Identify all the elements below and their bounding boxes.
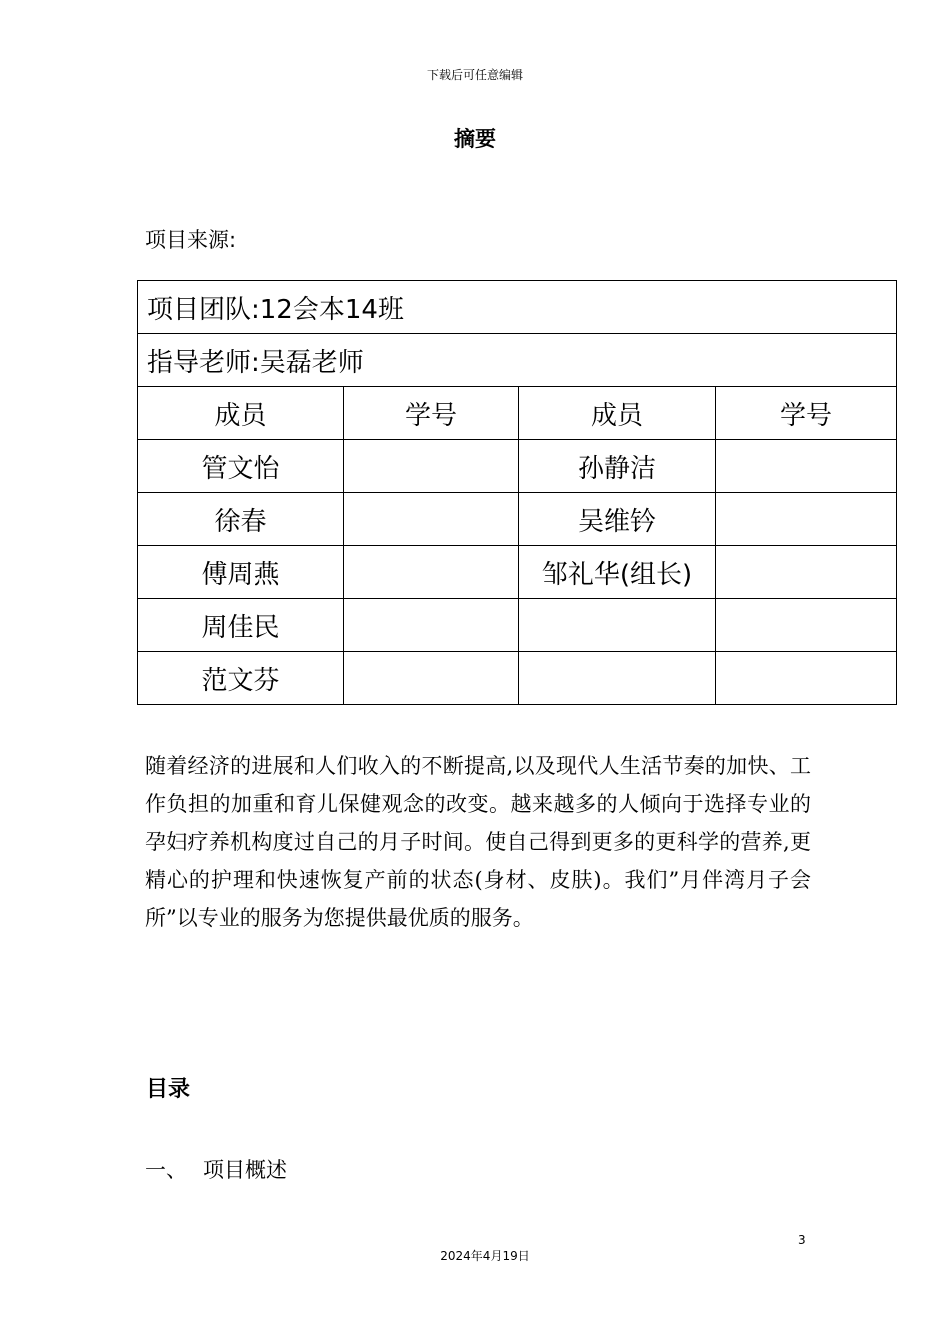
member-id [716, 546, 897, 599]
member-name: 周佳民 [138, 599, 344, 652]
source-label: 项目来源: [145, 228, 237, 252]
member-id [344, 440, 519, 493]
member-id [716, 652, 897, 705]
member-id [716, 493, 897, 546]
advisor-row [138, 334, 897, 387]
toc-item[interactable] [145, 1154, 287, 1184]
member-name: 管文怡 [138, 440, 344, 493]
table-row [138, 652, 897, 705]
member-name: 徐春 [138, 493, 344, 546]
member-id [716, 440, 897, 493]
member-id [344, 599, 519, 652]
member-name: 傅周燕 [138, 546, 344, 599]
toc-title: 目录 [146, 1077, 191, 1102]
member-id [716, 599, 897, 652]
member-name [519, 599, 716, 652]
summary-paragraph: 随着经济的进展和人们收入的不断提高,以及现代人生活节奏的加快、工作负担的加重和育儿保健观念的改变。越来越多的人倾向于选择专业的孕妇疗养机构度过自己的月子时间。使自己得到更多的更科学的营养,更精心的护理和快速恢复产前的状态(身材、皮肤)。我们”月伴湾月子会所”以专业的服务为您提供最优质的服务。 [145, 754, 811, 930]
advisor-cell: 指导老师:吴磊老师 [138, 334, 897, 387]
toc-item-number: 一、 [145, 1158, 187, 1182]
table-row [138, 546, 897, 599]
table-header-row [138, 387, 897, 440]
page-number: 3 [798, 1233, 806, 1247]
column-header-id: 学号 [344, 387, 519, 440]
column-header-id: 学号 [716, 387, 897, 440]
toc-item-label: 项目概述 [203, 1158, 287, 1182]
member-name: 吴维钤 [519, 493, 716, 546]
page-title: 摘要 [454, 127, 496, 151]
column-header-member: 成员 [138, 387, 344, 440]
footer-date: 2024年4月19日 [440, 1249, 530, 1263]
member-id [344, 546, 519, 599]
table-row [138, 493, 897, 546]
member-name [519, 652, 716, 705]
header-note: 下载后可任意编辑 [426, 68, 523, 82]
member-name: 邹礼华(组长) [519, 546, 716, 599]
member-id [344, 652, 519, 705]
team-row [138, 281, 897, 334]
table-row [138, 599, 897, 652]
table-row [138, 440, 897, 493]
member-id [344, 493, 519, 546]
team-cell: 项目团队:12会本14班 [138, 281, 897, 334]
team-table [137, 280, 897, 705]
column-header-member: 成员 [519, 387, 716, 440]
member-name: 孙静洁 [519, 440, 716, 493]
member-name: 范文芬 [138, 652, 344, 705]
